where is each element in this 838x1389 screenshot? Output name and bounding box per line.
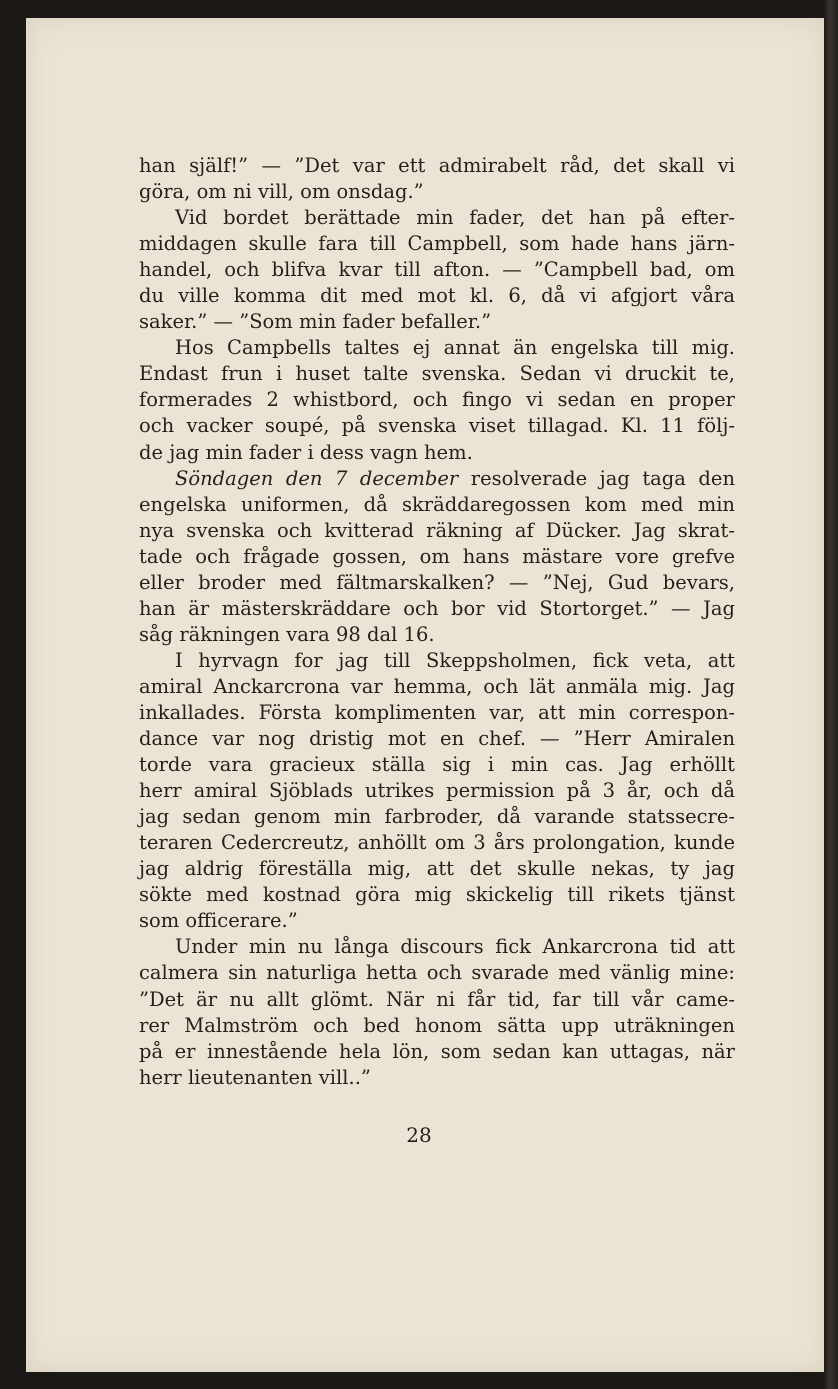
page-edge-shadow (824, 0, 838, 1389)
text-line: de jag min fader i dess vagn hem. (139, 440, 473, 464)
text-line: rer Malmström och bed honom sätta upp uträkningen (139, 1013, 735, 1037)
text-line (139, 466, 735, 492)
text-line: herr lieutenanten vill..” (139, 1065, 371, 1089)
text-line: middagen skulle fara till Campbell, som hade hans järn- (139, 232, 735, 256)
text-line: I hyrvagn for jag till Skeppsholmen, fick veta, att (175, 648, 735, 672)
text-line: Endast frun i huset talte svenska. Sedan vi druckit te, (139, 362, 735, 386)
body-text (139, 153, 735, 1091)
text-line: handel, och blifva kvar till afton. — ”Campbell bad, om (139, 258, 735, 282)
text-line: dance var nog dristig mot en chef. — ”Herr Amiralen (139, 727, 735, 751)
text-line: jag aldrig föreställa mig, att det skulle nekas, ty jag (139, 857, 735, 881)
text-line: calmera sin naturliga hetta och svarade med vänlig mine: (139, 961, 735, 985)
text-line: sökte med kostnad göra mig skickelig till rikets tjänst (139, 883, 735, 907)
text-line: ”Det är nu allt glömt. När ni får tid, far till vår came- (139, 987, 735, 1011)
text-line: Vid bordet berättade min fader, det han på efter- (175, 206, 735, 230)
text-line: torde vara gracieux ställa sig i min cas. Jag erhöllt (139, 753, 735, 777)
text-line: formerades 2 whistbord, och fingo vi sedan en proper (139, 388, 735, 412)
text-line: han själf!” — ”Det var ett admirabelt råd, det skall vi (139, 154, 735, 177)
text-line: engelska uniformen, då skräddaregossen kom med min (139, 492, 735, 516)
italic-date: Söndagen den 7 december (175, 466, 459, 490)
page-number: 28 (406, 1123, 432, 1147)
text-line: såg räkningen vara 98 dal 16. (139, 622, 435, 646)
text-line: tade och frågade gossen, om hans mästare vore grefve (139, 544, 735, 568)
text-line: han är mästerskräddare och bor vid Stortorget.” — Jag (139, 596, 735, 620)
text-line: teraren Cedercreutz, anhöllt om 3 års prolongation, kunde (139, 831, 735, 855)
text-line: du ville komma dit med mot kl. 6, då vi afgjort våra (139, 284, 735, 308)
text-line: amiral Anckarcrona var hemma, och lät anmäla mig. Jag (139, 674, 735, 698)
text-line: som officerare.” (139, 909, 298, 933)
text-line: och vacker soupé, på svenska viset tillagad. Kl. 11 följ- (139, 414, 735, 438)
text-line: saker.” — ”Som min fader befaller.” (139, 310, 492, 334)
text-line: eller broder med fältmarskalken? — ”Nej, Gud bevars, (139, 570, 735, 594)
text-line: göra, om ni vill, om onsdag.” (139, 180, 424, 204)
text-line: nya svenska och kvitterad räkning af Dücker. Jag skrat- (139, 518, 735, 542)
text-line: på er innestående hela lön, som sedan kan uttagas, när (139, 1039, 735, 1063)
text-line: Hos Campbells taltes ej annat än engelska till mig. (175, 336, 735, 360)
text-line: inkallades. Första komplimenten var, att min correspon- (139, 700, 735, 724)
text-line: Under min nu långa discours fick Ankarcrona tid att (175, 935, 735, 959)
text-fragment: resolverade jag taga den (470, 466, 736, 490)
text-line: jag sedan genom min farbroder, då varande statssecre- (139, 805, 735, 829)
text-line: herr amiral Sjöblads utrikes permission på 3 år, och då (139, 779, 735, 803)
